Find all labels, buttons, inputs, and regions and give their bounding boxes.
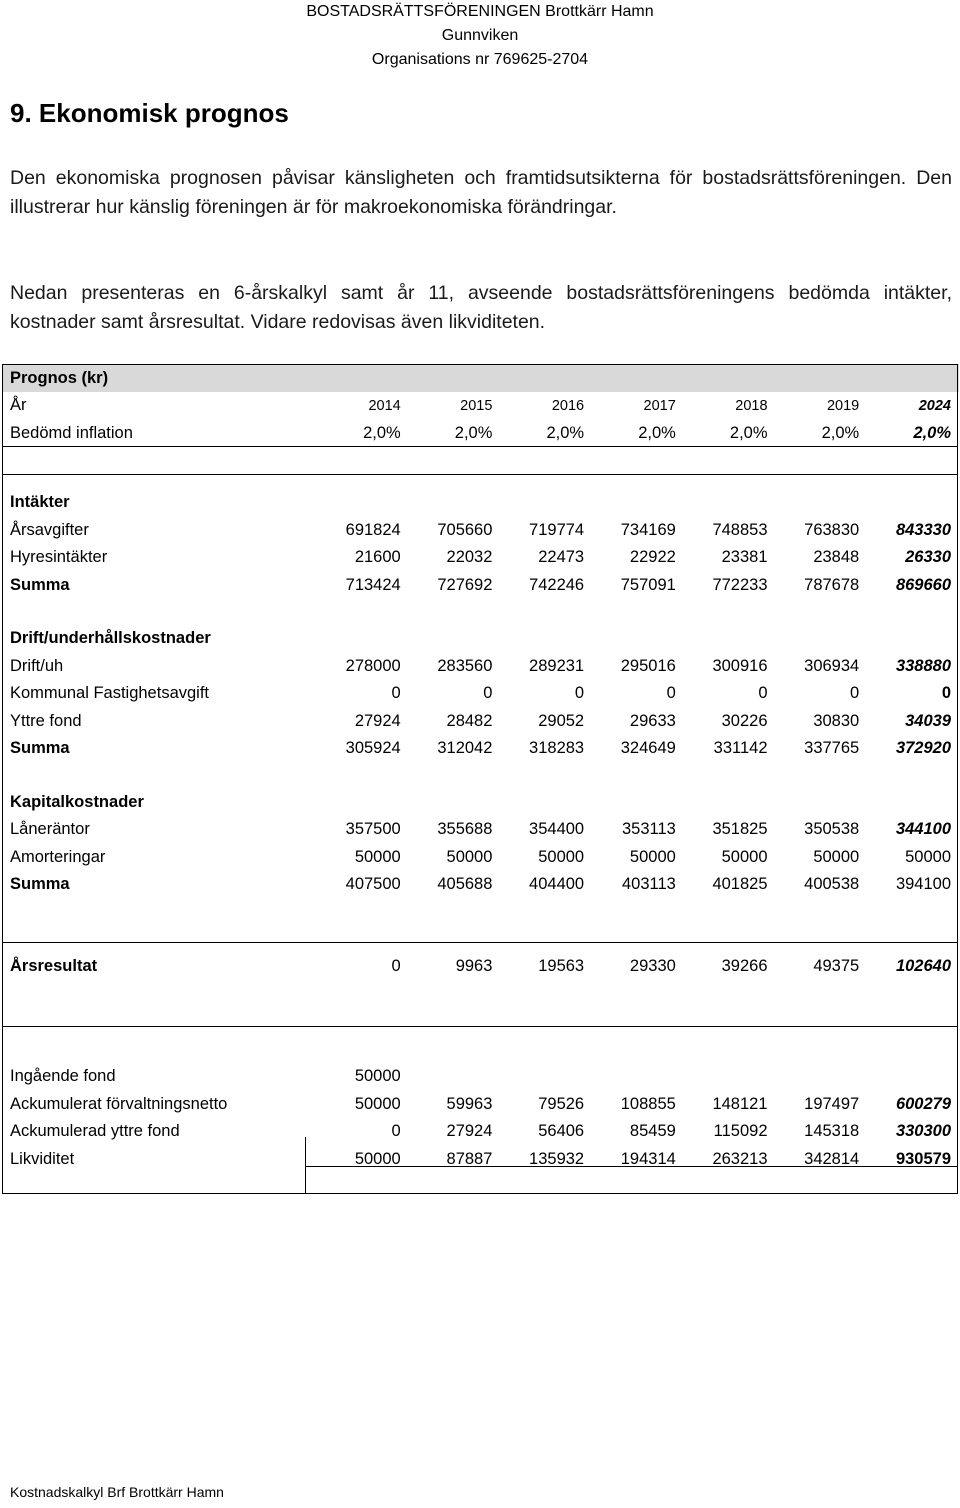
cell-value: 330300 [895, 1122, 951, 1141]
row-label: Årsresultat [10, 956, 98, 975]
spacer-row [2, 459, 959, 489]
cell-value: 734169 [620, 520, 676, 539]
cell-value: 2016 [551, 397, 585, 414]
spacer-row [2, 980, 959, 1008]
cell-value: 2017 [643, 397, 676, 414]
cell-value: 39266 [721, 956, 768, 975]
spacer-row [2, 899, 959, 925]
cell-value: 337765 [804, 739, 860, 758]
cell-value: 295016 [620, 656, 676, 675]
cell-value: 135932 [529, 1149, 585, 1168]
cell-value: 2018 [735, 397, 768, 414]
cell-value: 772233 [712, 575, 768, 594]
cell-value: 0 [850, 684, 860, 703]
cell-value: 404400 [529, 875, 585, 894]
cell-value: 50000 [813, 847, 860, 866]
cell-value: 2,0% [363, 423, 401, 442]
cell-value: 26330 [905, 548, 951, 567]
cell-value: 0 [941, 684, 951, 703]
cell-value: 29330 [629, 956, 676, 975]
cell-value: 2015 [460, 397, 493, 414]
cell-value: 50000 [354, 1149, 401, 1168]
cell-value: 49375 [813, 956, 860, 975]
cell-value: 50000 [538, 847, 585, 866]
cell-value: 306934 [804, 656, 860, 675]
cell-value: 0 [391, 956, 401, 975]
cell-value: 401825 [712, 875, 768, 894]
cell-value: 0 [483, 684, 493, 703]
cell-value [592, 1063, 684, 1091]
result-row [2, 953, 959, 981]
cell-value: 0 [758, 684, 768, 703]
cell-value: 869660 [895, 575, 951, 594]
cell-value: 394100 [895, 875, 951, 894]
cell-value: 2,0% [729, 423, 768, 442]
inflation-row [2, 420, 959, 448]
liquidity-row [2, 1146, 959, 1174]
cell-value: 757091 [620, 575, 676, 594]
cell-value: 50000 [629, 847, 676, 866]
cell-value: 331142 [713, 739, 768, 758]
table-row [2, 708, 959, 736]
row-label: Summa [10, 575, 70, 594]
row-label: Summa [10, 739, 70, 758]
spacer-row [2, 447, 959, 459]
row-label: Drift/underhållskostnader [10, 629, 211, 648]
cell-value: 0 [391, 1122, 401, 1141]
cell-value: 350538 [804, 820, 860, 839]
cell-value: 194314 [620, 1149, 676, 1168]
spacer-row [2, 599, 959, 625]
cell-value: 23381 [721, 548, 768, 567]
spacer-row [2, 925, 959, 953]
cell-value: 342814 [804, 1149, 860, 1168]
capital-heading-row [2, 789, 959, 817]
cell-value: 403113 [621, 875, 676, 894]
cell-value: 713424 [345, 575, 401, 594]
table-row [2, 653, 959, 681]
forecast-table [2, 364, 959, 1173]
table-row [2, 844, 959, 872]
cell-value: 300916 [712, 656, 768, 675]
cell-value: 400538 [804, 875, 860, 894]
cell-value: 600279 [895, 1094, 951, 1113]
cell-value: 9963 [455, 956, 493, 975]
cell-value: 705660 [437, 520, 493, 539]
cell-value: 59963 [446, 1094, 493, 1113]
cell-value: 22032 [446, 548, 493, 567]
intro-paragraph: Den ekonomiska prognosen påvisar känsligheten och framtidsutsikterna för bostadsrättsföreningen. Den illustrerar hur känslig föreningen är för makroekonomiska förändringar. [10, 167, 952, 218]
row-label: Kapitalkostnader [10, 792, 144, 811]
cell-value: 2,0% [821, 423, 860, 442]
cell-value: 305924 [345, 739, 401, 758]
row-label: Ingående fond [10, 1067, 116, 1086]
cell-value [684, 1063, 776, 1091]
table-row [2, 544, 959, 572]
cell-value: 30226 [721, 711, 768, 730]
cell-value: 23848 [813, 548, 860, 567]
cell-value [500, 1063, 592, 1091]
cell-value: 27924 [446, 1122, 493, 1141]
row-label: Drift/uh [10, 656, 64, 675]
operating-heading-row [2, 625, 959, 653]
cell-value: 50000 [721, 847, 768, 866]
cell-value: 763830 [804, 520, 860, 539]
table-title: Prognos (kr) [2, 364, 959, 392]
cell-value: 719774 [529, 520, 585, 539]
row-label: Kommunal Fastighetsavgift [10, 684, 210, 703]
cell-value: 372920 [895, 739, 951, 758]
cell-value: 727692 [437, 575, 493, 594]
cell-value: 344100 [895, 820, 951, 839]
row-label: Intäkter [10, 493, 70, 512]
table-row [2, 816, 959, 844]
row-label: Amorteringar [10, 847, 106, 866]
row-label: Yttre fond [10, 711, 82, 730]
cell-value: 50000 [905, 847, 951, 866]
cell-value: 56406 [538, 1122, 585, 1141]
page-footer: Kostnadskalkyl Brf Brottkärr Hamn [10, 1484, 224, 1500]
table-row [2, 517, 959, 545]
row-label: Låneräntor [10, 820, 90, 839]
cell-value: 2,0% [454, 423, 493, 442]
cell-value: 351825 [712, 820, 768, 839]
header-location: Gunnviken [441, 27, 519, 44]
row-label: Summa [10, 875, 70, 894]
cell-value: 0 [666, 684, 676, 703]
cell-value: 2,0% [546, 423, 585, 442]
cell-value: 50000 [446, 847, 493, 866]
row-label: År [10, 396, 27, 415]
cell-value [776, 1063, 868, 1091]
liquidity-row [2, 1091, 959, 1119]
cell-value: 115092 [713, 1122, 768, 1141]
cell-value: 312042 [437, 739, 493, 758]
liquidity-row [2, 1118, 959, 1146]
capital-sum-row [2, 871, 959, 899]
cell-value: 289231 [529, 656, 585, 675]
cell-value: 50000 [354, 1094, 401, 1113]
cell-value: 30830 [813, 711, 860, 730]
cell-value: 2014 [368, 397, 401, 414]
cell-value: 357500 [345, 820, 401, 839]
cell-value: 22922 [629, 548, 676, 567]
cell-value: 318283 [529, 739, 585, 758]
cell-value: 29633 [629, 711, 676, 730]
cell-value: 34039 [905, 711, 951, 730]
cell-value: 283560 [437, 656, 493, 675]
cell-value: 748853 [712, 520, 768, 539]
table-row [2, 680, 959, 708]
cell-value: 2,0% [913, 423, 951, 442]
cell-value: 691824 [345, 520, 401, 539]
cell-value: 263213 [712, 1149, 768, 1168]
cell-value: 2019 [826, 397, 860, 414]
header-org-number: Organisations nr 769625-2704 [371, 51, 589, 68]
document-header [0, 0, 960, 72]
cell-value: 85459 [629, 1122, 676, 1141]
cell-value: 145318 [804, 1122, 860, 1141]
cell-value: 29052 [538, 711, 585, 730]
cell-value: 22473 [538, 548, 585, 567]
cell-value: 354400 [529, 820, 585, 839]
cell-value: 148121 [712, 1094, 768, 1113]
cell-value: 197497 [804, 1094, 860, 1113]
cell-value: 50000 [354, 1067, 401, 1086]
operating-sum-row [2, 735, 959, 763]
cell-value [409, 1063, 501, 1091]
cell-value: 21600 [354, 548, 401, 567]
table-title-row [2, 364, 959, 392]
row-label: Hyresintäkter [10, 548, 108, 567]
cell-value: 930579 [895, 1149, 951, 1168]
cell-value: 353113 [621, 820, 676, 839]
cell-value: 28482 [446, 711, 493, 730]
spacer-row [2, 1036, 959, 1063]
income-heading-row [2, 489, 959, 517]
cell-value: 742246 [529, 575, 585, 594]
header-association-name: BOSTADSRÄTTSFÖRENINGEN Brottkärr Hamn [306, 3, 654, 20]
liquidity-row [2, 1063, 959, 1091]
section-title: 9. Ekonomisk prognos [10, 98, 289, 128]
row-label: Ackumulerad yttre fond [10, 1122, 180, 1141]
description-paragraph: Nedan presenteras en 6-årskalkyl samt år 11, avseende bostadsrättsföreningens bedömda intäkter, kostnader samt årsresultat. Vidare redovisas även likviditeten. [10, 282, 952, 333]
cell-value: 87887 [446, 1149, 493, 1168]
spacer-row [2, 763, 959, 789]
cell-value: 19563 [538, 956, 585, 975]
cell-value: 0 [391, 684, 401, 703]
cell-value: 405688 [437, 875, 493, 894]
cell-value: 407500 [345, 875, 401, 894]
cell-value: 843330 [895, 520, 951, 539]
cell-value: 338880 [895, 656, 951, 675]
cell-value [867, 1063, 959, 1091]
cell-value: 50000 [354, 847, 401, 866]
cell-value: 324649 [620, 739, 676, 758]
cell-value: 108855 [620, 1094, 676, 1113]
row-label: Bedömd inflation [10, 423, 133, 442]
row-label: Ackumulerat förvaltningsnetto [10, 1094, 228, 1113]
year-row [2, 392, 959, 420]
cell-value: 102640 [895, 956, 951, 975]
cell-value: 787678 [804, 575, 860, 594]
row-label: Likviditet [10, 1149, 75, 1168]
cell-value: 2024 [918, 397, 951, 414]
cell-value: 27924 [354, 711, 401, 730]
income-sum-row [2, 572, 959, 600]
spacer-row [2, 1008, 959, 1036]
row-label: Årsavgifter [10, 520, 89, 539]
cell-value: 79526 [538, 1094, 585, 1113]
cell-value: 355688 [437, 820, 493, 839]
cell-value: 0 [574, 684, 585, 703]
cell-value: 278000 [345, 656, 401, 675]
cell-value: 2,0% [638, 423, 676, 442]
